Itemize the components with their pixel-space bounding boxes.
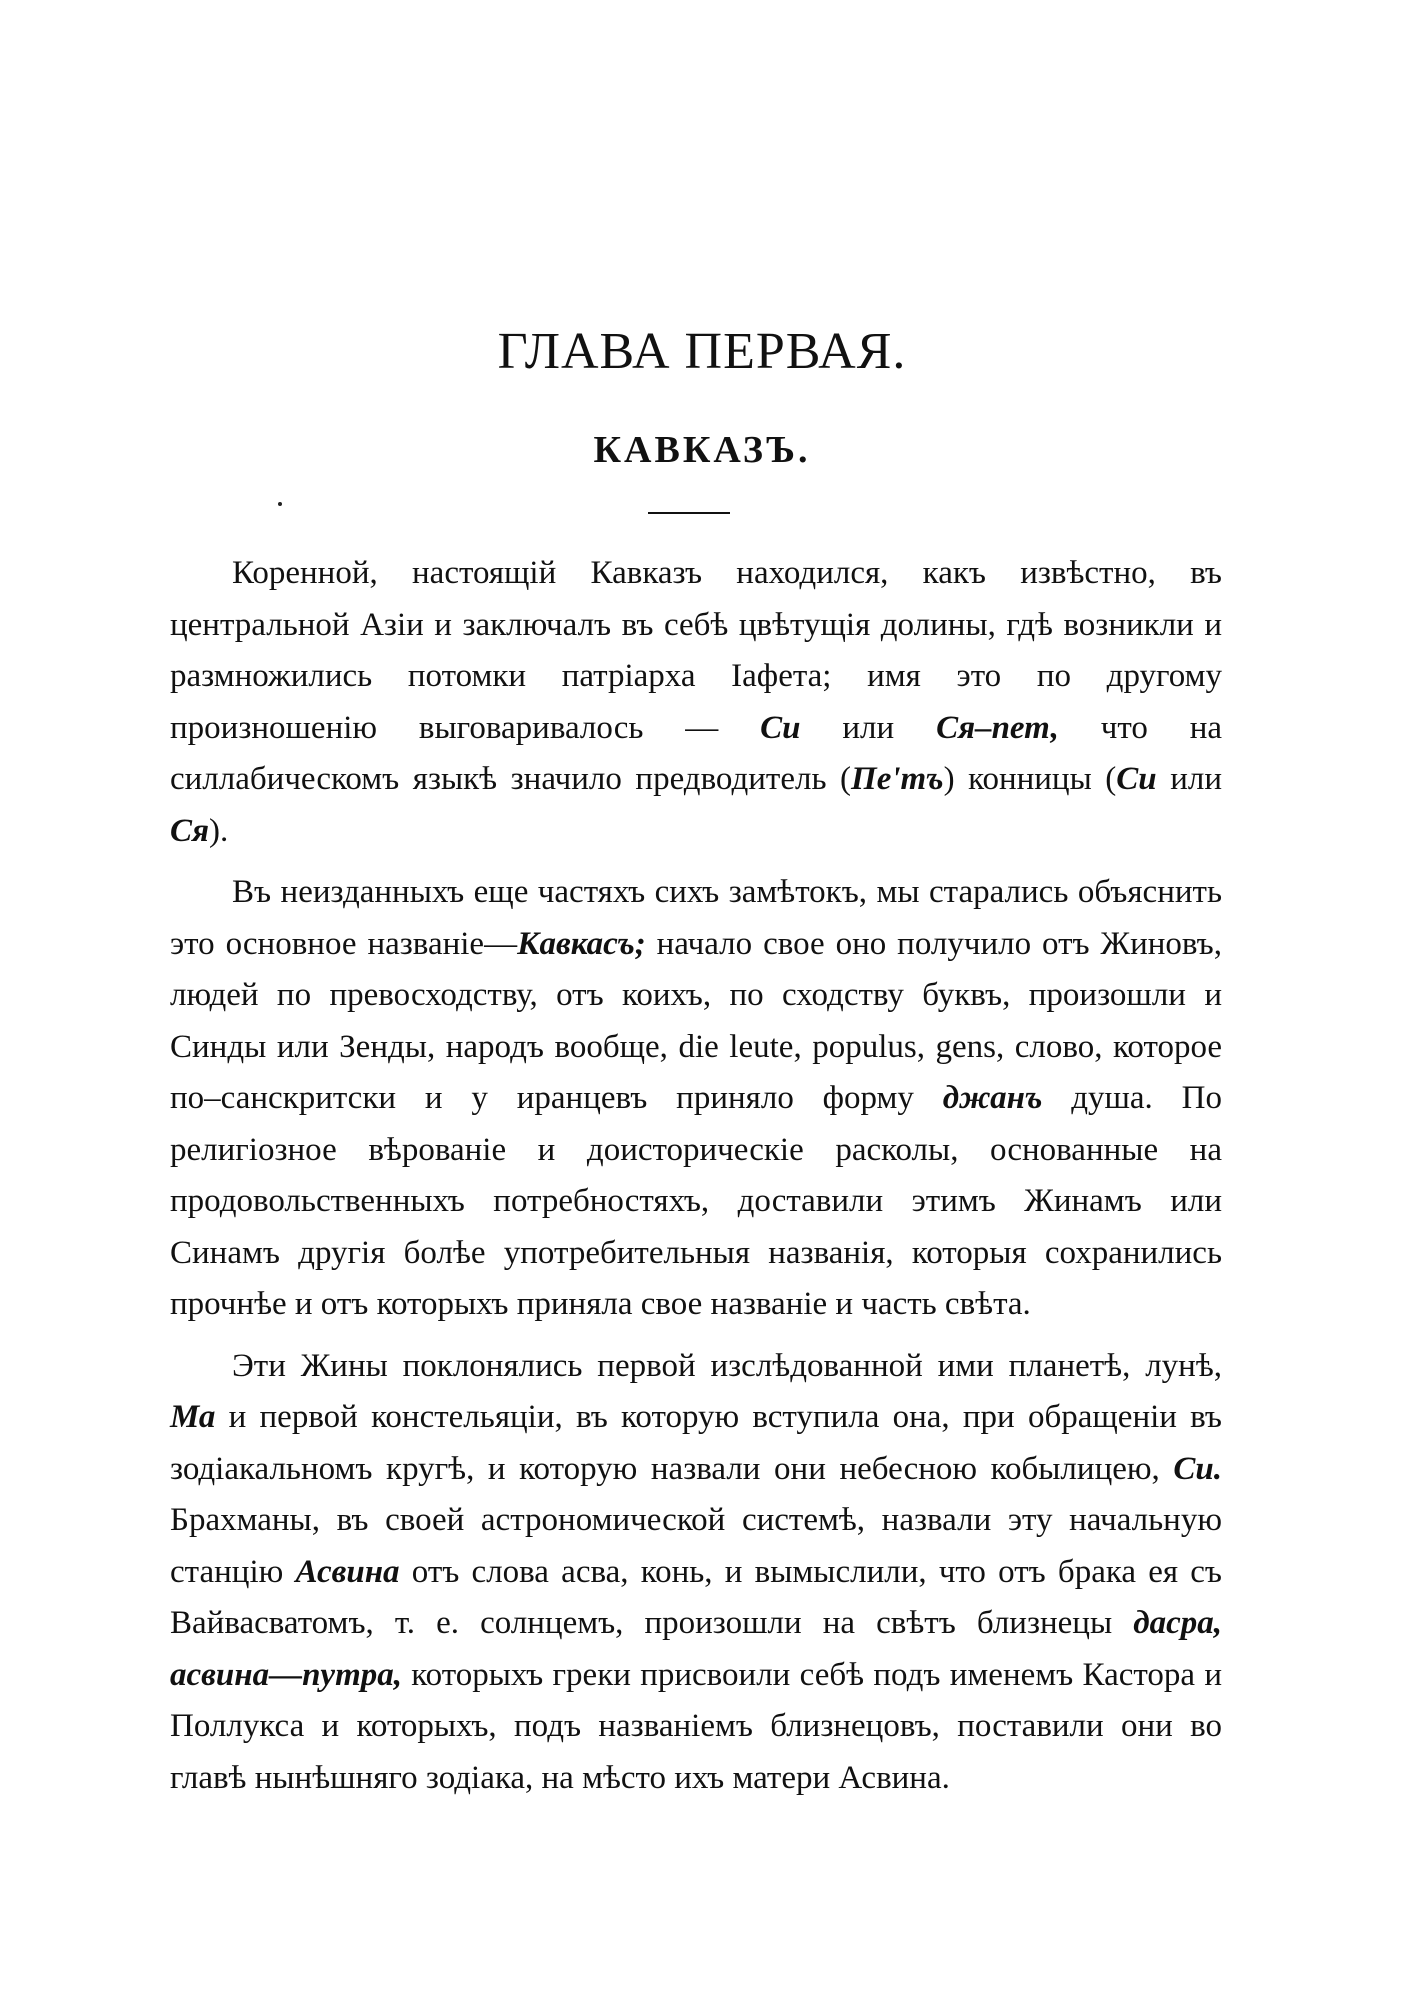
text-run: которыхъ греки присвоили себѣ подъ именемъ Кастора и Поллукса и которыхъ, подъ названіемъ близнецовъ, поставили они во главѣ нынѣшняго зодіака, на мѣсто ихъ матери Асвина.: [170, 1656, 1222, 1796]
body-text: [170, 548, 1222, 1814]
text-run: что на силлабическомъ языкѣ значило предводитель (: [170, 709, 1223, 797]
emphasized-term: дасра, асвина—путра,: [170, 1605, 1222, 1693]
emphasized-term: Асвина: [295, 1553, 400, 1590]
paragraph: [170, 867, 1222, 1331]
text-run: начало свое оно получило отъ Жиновъ, людей по превосходству, отъ коихъ, по сходству буквъ, произошли и Синды или Зенды, народъ вообще, die leute, populus, gens, слово, которое по–санскритски и у иранцевъ приняло форму: [170, 925, 1222, 1116]
text-run: душа. По религіозное вѣрованіе и доисторическіе расколы, основанные на продовольственныхъ потребностяхъ, доставили этимъ Жинамъ или Синамъ другія болѣе употребительныя названія, которыя сохранились прочнѣе и отъ которыхъ приняла свое названіе и часть свѣта.: [170, 1080, 1222, 1322]
print-speck: [278, 502, 282, 506]
text-run: ) конницы (: [943, 761, 1117, 797]
text-run: Брахманы, въ своей астрономической системѣ, назвали эту начальную станцію: [170, 1502, 1222, 1590]
text-run: и первой констельяціи, въ которую вступила она, при обращеніи въ зодіакальномъ кругѣ, и которую назвали они небесною кобылицею,: [170, 1399, 1222, 1487]
paragraph: [170, 548, 1222, 857]
text-run: или: [800, 709, 937, 746]
title-divider: [648, 512, 730, 514]
chapter-title: ГЛАВА ПЕРВАЯ.: [497, 323, 907, 380]
emphasized-term: Кавкасъ;: [517, 925, 646, 962]
emphasized-term: Си: [760, 709, 801, 746]
emphasized-term: Си.: [1173, 1450, 1222, 1487]
emphasized-term: Пе'тъ: [851, 761, 944, 797]
text-run: отъ слова асва, конь, и вымыслили, что отъ брака ея съ Вайвасватомъ, т. е. солнцемъ, произошли на свѣтъ близнецы: [170, 1553, 1222, 1641]
emphasized-term: Си: [1116, 761, 1157, 797]
text-run: ).: [209, 812, 229, 849]
text-run: Въ неизданныхъ еще частяхъ сихъ замѣтокъ, мы старались объяснить это основное названіе—: [170, 874, 1222, 962]
emphasized-term: Ся: [170, 812, 210, 849]
text-run: или: [1156, 761, 1222, 797]
text-run: Эти Жины поклонялись первой изслѣдованной ими планетѣ, лунѣ,: [232, 1347, 1222, 1384]
text-run: Коренной, настоящій Кавказъ находился, какъ извѣстно, въ центральной Азіи и заключалъ въ себѣ цвѣтущія долины, гдѣ возникли и размножились потомки патріарха Іафета; имя это по другому произношенію выговаривалось —: [170, 555, 1222, 746]
paragraph: [170, 1341, 1222, 1805]
emphasized-term: Ма: [170, 1399, 216, 1435]
section-title: КАВКАЗЪ.: [593, 429, 811, 471]
emphasized-term: джанъ: [942, 1080, 1043, 1116]
emphasized-term: Ся–пет,: [936, 709, 1059, 746]
